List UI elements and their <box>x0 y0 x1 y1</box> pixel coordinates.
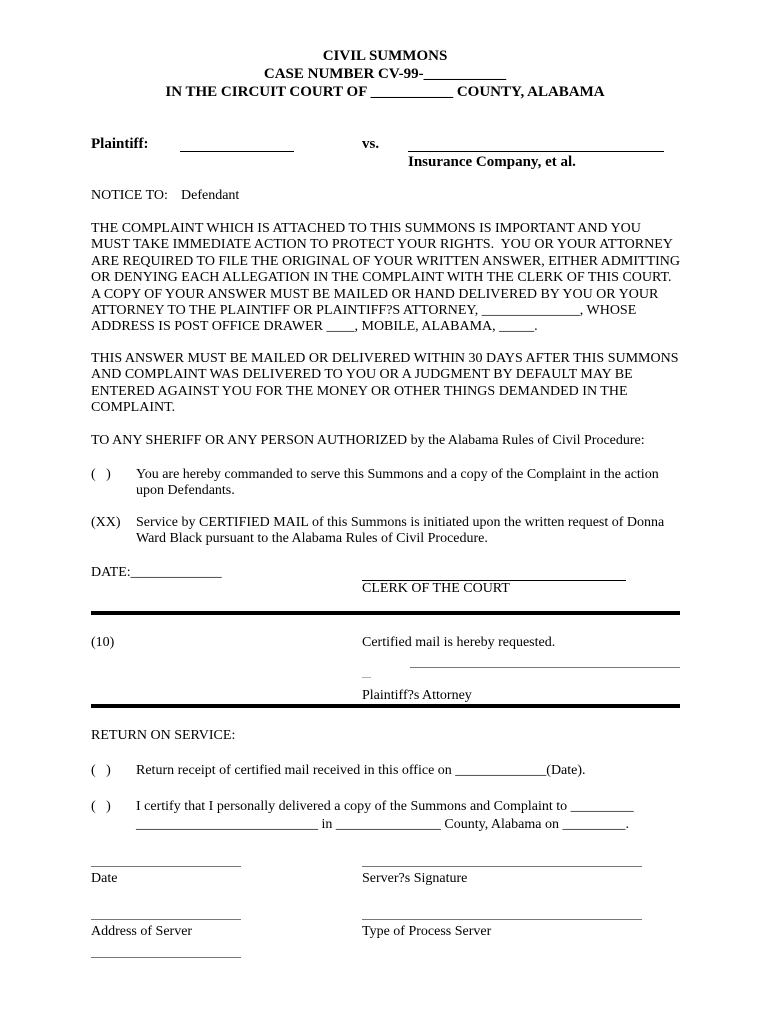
option-2-text: Service by CERTIFIED MAIL of this Summons is initiated upon the written request of Donna <box>136 515 665 530</box>
defendant-name: Insurance Company, et al. <box>408 154 576 170</box>
address-label: Address of Server <box>91 924 193 939</box>
attorney-label: Plaintiff?s Attorney <box>362 688 472 703</box>
address-line[interactable] <box>91 919 241 920</box>
option-2-text: Ward Black pursuant to the Alabama Rules of Civil Procedure. <box>136 531 488 547</box>
case-number: CASE NUMBER CV-99-___________ <box>263 66 507 82</box>
return-item-1-text: Return receipt of certified mail received in this office on _____________(Date). <box>136 763 586 778</box>
text-line: ARE REQUIRED TO FILE THE ORIGINAL OF YOUR WRITTEN ANSWER, EITHER ADMITTING <box>91 253 680 269</box>
option-1-mark[interactable]: ( ) <box>91 467 111 482</box>
text-line: THIS ANSWER MUST BE MAILED OR DELIVERED WITHIN 30 DAYS AFTER THIS SUMMONS <box>91 351 679 366</box>
clerk-label: CLERK OF THE COURT <box>362 581 510 596</box>
text-line: OR DENYING EACH ALLEGATION IN THE COMPLAINT WITH THE CLERK OF THIS COURT. <box>91 270 672 286</box>
divider <box>91 611 680 615</box>
text-line: ADDRESS IS POST OFFICE DRAWER ____, MOBILE, ALABAMA, _____. <box>91 319 538 335</box>
return-title: RETURN ON SERVICE: <box>91 728 236 743</box>
attorney-signature-line[interactable] <box>410 667 680 668</box>
option-1-text: upon Defendants. <box>136 483 235 499</box>
court-heading: IN THE CIRCUIT COURT OF ___________ COUNTY, ALABAMA <box>165 84 605 100</box>
document-title: CIVIL SUMMONS <box>322 48 448 64</box>
return-item-2-text: __________________________ in _______________ County, Alabama on _________. <box>136 817 629 832</box>
date-line[interactable] <box>91 866 241 867</box>
defendant-blank[interactable] <box>408 151 664 152</box>
server-type-line[interactable] <box>362 919 642 920</box>
notice-value: Defendant <box>181 188 240 203</box>
certified-mail-request: Certified mail is hereby requested. <box>362 635 556 650</box>
vs-label: vs. <box>362 136 380 152</box>
plaintiff-blank[interactable] <box>180 151 294 152</box>
option-2-mark[interactable]: (XX) <box>91 515 121 530</box>
server-signature-label: Server?s Signature <box>362 871 468 886</box>
text-line: A COPY OF YOUR ANSWER MUST BE MAILED OR HAND DELIVERED BY YOU OR YOUR <box>91 286 659 302</box>
date-label: Date <box>91 871 118 886</box>
return-item-2-text: I certify that I personally delivered a copy of the Summons and Complaint to _________ <box>136 799 634 814</box>
text-line: ENTERED AGAINST YOU FOR THE MONEY OR OTHER THINGS DEMANDED IN THE <box>91 383 628 399</box>
server-type-label: Type of Process Server <box>362 924 492 939</box>
server-signature-line[interactable] <box>362 866 642 867</box>
notice-label: NOTICE TO: <box>91 188 168 203</box>
text-line: MUST TAKE IMMEDIATE ACTION TO PROTECT YOUR RIGHTS. YOU OR YOUR ATTORNEY <box>91 237 673 253</box>
return-item-2-mark[interactable]: ( ) <box>91 799 111 814</box>
text-line: COMPLAINT. <box>91 400 176 416</box>
dash-mark: __ <box>362 669 371 679</box>
return-item-1-mark[interactable]: ( ) <box>91 763 111 778</box>
divider <box>91 704 680 708</box>
text-line: AND COMPLAINT WAS DELIVERED TO YOU OR A JUDGMENT BY DEFAULT MAY BE <box>91 367 633 383</box>
address-line-2[interactable] <box>91 957 241 958</box>
sheriff-instruction: TO ANY SHERIFF OR ANY PERSON AUTHORIZED by the Alabama Rules of Civil Procedure: <box>91 433 645 448</box>
text-line: THE COMPLAINT WHICH IS ATTACHED TO THIS SUMMONS IS IMPORTANT AND YOU <box>91 221 641 236</box>
request-number: (10) <box>91 635 115 650</box>
date-field[interactable]: DATE:_____________ <box>91 565 222 580</box>
option-1-text: You are hereby commanded to serve this Summons and a copy of the Complaint in the action <box>136 467 659 482</box>
text-line: ATTORNEY TO THE PLAINTIFF OR PLAINTIFF?S ATTORNEY, ______________, WHOSE <box>91 303 637 318</box>
plaintiff-label: Plaintiff: <box>91 136 149 152</box>
